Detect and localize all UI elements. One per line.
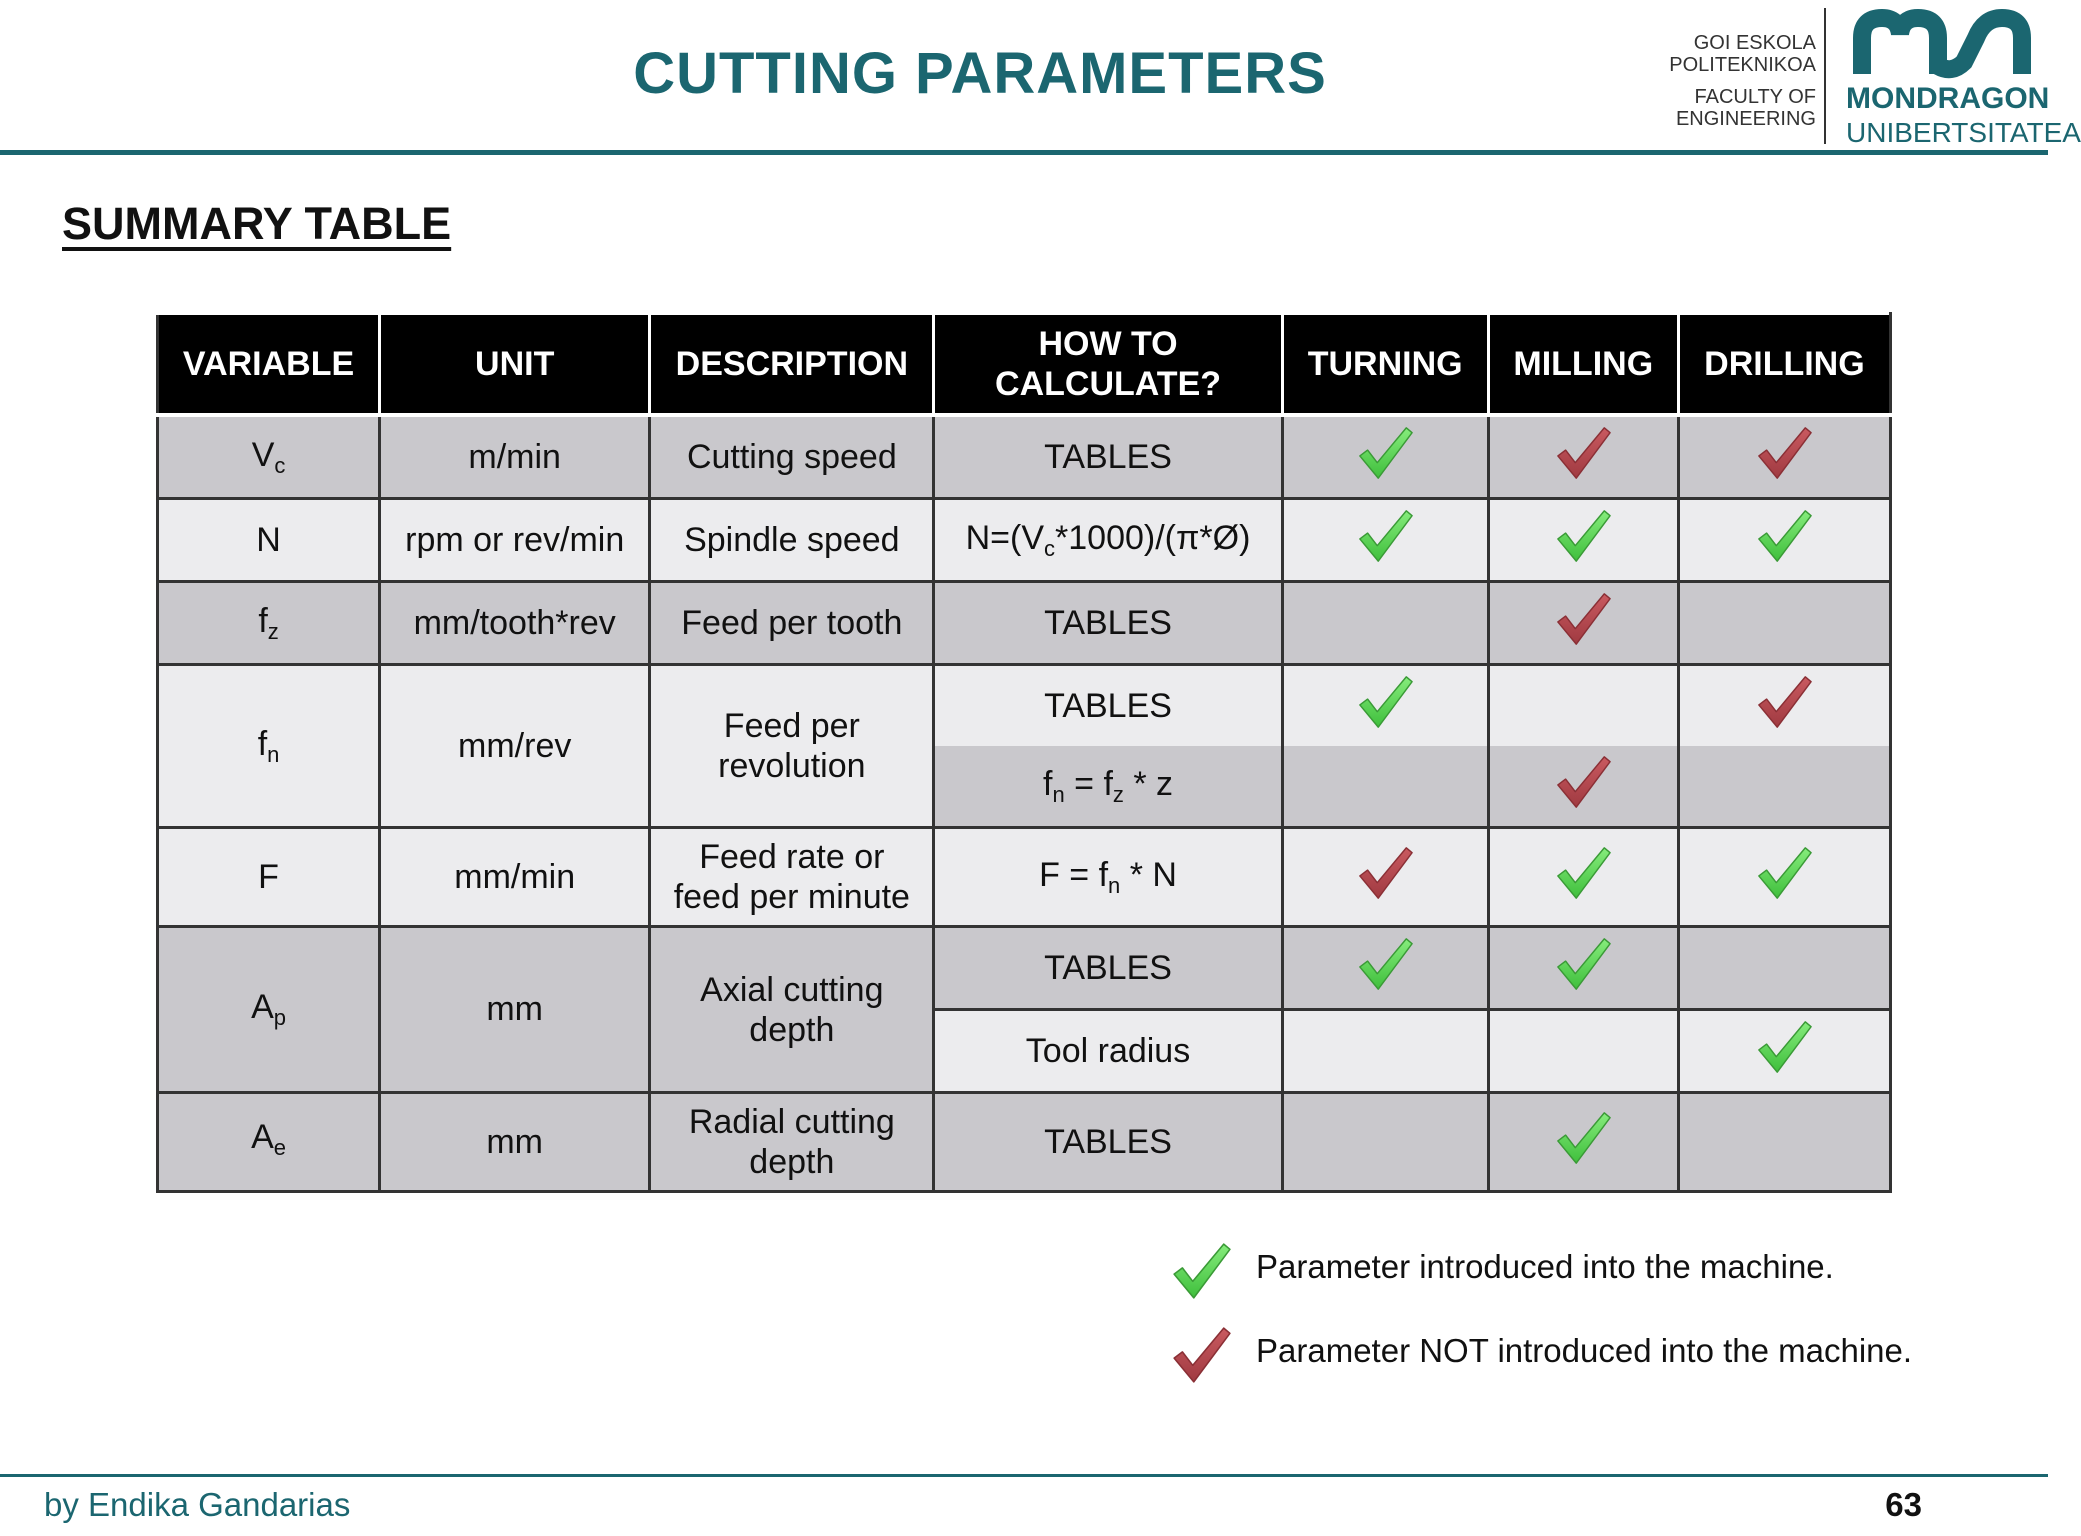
unit-cell: mm <box>380 927 650 1093</box>
turning-cell <box>1282 665 1488 747</box>
check-red-icon <box>1170 1324 1232 1386</box>
header-description: DESCRIPTION <box>650 314 934 416</box>
milling-cell <box>1488 828 1678 927</box>
check-red-icon <box>1755 424 1813 482</box>
table-row-fn <box>158 665 1891 747</box>
milling-cell <box>1488 582 1678 665</box>
check-green-icon <box>1356 673 1414 731</box>
check-red-icon <box>1356 844 1414 902</box>
logo-line-2: POLITEKNIKOA <box>1669 54 1816 76</box>
turning-cell <box>1282 582 1488 665</box>
variable-cell: $V_c$ <box>158 415 380 499</box>
calculation-cell: Tool radius <box>934 1010 1282 1093</box>
page-number: 63 <box>1885 1486 1922 1523</box>
table-row-ae <box>158 1093 1891 1192</box>
drilling-cell <box>1678 582 1890 665</box>
description-cell: Feed per tooth <box>650 582 934 665</box>
description-cell: Feed rate or feed per minute <box>650 828 934 927</box>
university-name-line-1: MONDRAGON <box>1846 82 2050 115</box>
header-turning: TURNING <box>1282 314 1488 416</box>
turning-cell <box>1282 927 1488 1010</box>
calculation-cell: TABLES <box>934 415 1282 499</box>
calculation-cell: $N=(V_c*1000)/(\pi*Ø)$ <box>934 499 1282 582</box>
table-row-f <box>158 828 1891 927</box>
section-title: SUMMARY TABLE <box>62 198 452 249</box>
check-green-icon <box>1755 1018 1813 1076</box>
drilling-cell <box>1678 415 1890 499</box>
logo-divider <box>1824 8 1826 144</box>
calculation-cell: TABLES <box>934 927 1282 1010</box>
turning-cell <box>1282 415 1488 499</box>
check-green-icon <box>1356 424 1414 482</box>
turning-cell <box>1282 828 1488 927</box>
check-red-icon <box>1755 673 1813 731</box>
turning-cell <box>1282 499 1488 582</box>
drilling-cell <box>1678 665 1890 747</box>
header-how-to-calculate: HOW TO CALCULATE? <box>934 314 1282 416</box>
drilling-cell <box>1678 828 1890 927</box>
calculation-cell: $F = f_n * N$ <box>934 828 1282 927</box>
variable-cell: $A_p$ <box>158 927 380 1093</box>
drilling-cell <box>1678 499 1890 582</box>
check-red-icon <box>1554 590 1612 648</box>
table-row-n <box>158 499 1891 582</box>
table-row-vc <box>158 415 1891 499</box>
university-name <box>1846 82 2081 150</box>
check-green-icon <box>1356 935 1414 993</box>
check-green-icon <box>1554 1109 1612 1167</box>
milling-cell <box>1488 665 1678 747</box>
header-variable: VARIABLE <box>158 314 380 416</box>
unit-cell: mm/rev <box>380 665 650 828</box>
university-name-line-2: UNIBERTSITATEA <box>1846 117 2081 148</box>
check-red-icon <box>1554 753 1612 811</box>
logo-line-4: ENGINEERING <box>1675 108 1816 130</box>
author: by Endika Gandarias <box>44 1486 351 1523</box>
check-green-icon <box>1554 844 1612 902</box>
calculation-cell: TABLES <box>934 1093 1282 1192</box>
milling-cell <box>1488 499 1678 582</box>
check-green-icon <box>1755 844 1813 902</box>
unit-cell: mm <box>380 1093 650 1192</box>
drilling-cell <box>1678 1093 1890 1192</box>
milling-cell <box>1488 746 1678 828</box>
summary-table <box>156 312 1892 1193</box>
mondragon-logo-icon <box>1852 6 2032 78</box>
description-cell: Spindle speed <box>650 499 934 582</box>
footer-rule <box>0 1474 2048 1477</box>
variable-cell: N <box>158 499 380 582</box>
turning-cell <box>1282 1093 1488 1192</box>
variable-cell: F <box>158 828 380 927</box>
drilling-cell <box>1678 746 1890 828</box>
calculation-cell: TABLES <box>934 665 1282 747</box>
check-green-icon <box>1170 1240 1232 1302</box>
header-unit: UNIT <box>380 314 650 416</box>
turning-cell <box>1282 746 1488 828</box>
unit-cell: mm/min <box>380 828 650 927</box>
faculty-text <box>1600 32 1816 130</box>
drilling-cell <box>1678 927 1890 1010</box>
milling-cell <box>1488 415 1678 499</box>
turning-cell <box>1282 1010 1488 1093</box>
check-green-icon <box>1356 507 1414 565</box>
page-title: CUTTING PARAMETERS <box>633 41 1327 106</box>
logo-line-3: FACULTY OF <box>1694 86 1816 108</box>
header-rule <box>0 150 2048 155</box>
check-green-icon <box>1554 935 1612 993</box>
description-cell: Radial cutting depth <box>650 1093 934 1192</box>
milling-cell <box>1488 1093 1678 1192</box>
table-row-ap <box>158 927 1891 1010</box>
calculation-cell: TABLES <box>934 582 1282 665</box>
variable-cell: $A_e$ <box>158 1093 380 1192</box>
drilling-cell <box>1678 1010 1890 1093</box>
description-cell: Feed per revolution <box>650 665 934 828</box>
unit-cell: m/min <box>380 415 650 499</box>
table-header-row <box>158 314 1891 416</box>
check-green-icon <box>1554 507 1612 565</box>
description-cell: Cutting speed <box>650 415 934 499</box>
milling-cell <box>1488 1010 1678 1093</box>
check-red-icon <box>1554 424 1612 482</box>
description-cell: Axial cutting depth <box>650 927 934 1093</box>
logo-line-1: GOI ESKOLA <box>1693 32 1816 54</box>
header-milling: MILLING <box>1488 314 1678 416</box>
milling-cell <box>1488 927 1678 1010</box>
unit-cell: rpm or rev/min <box>380 499 650 582</box>
table-row-fz <box>158 582 1891 665</box>
variable-cell: $f_z$ <box>158 582 380 665</box>
header-drilling: DRILLING <box>1678 314 1890 416</box>
check-green-icon <box>1755 507 1813 565</box>
variable-cell: $f_n$ <box>158 665 380 828</box>
calculation-cell: $f_n = f_z * z$ <box>934 746 1282 828</box>
unit-cell: mm/tooth*rev <box>380 582 650 665</box>
